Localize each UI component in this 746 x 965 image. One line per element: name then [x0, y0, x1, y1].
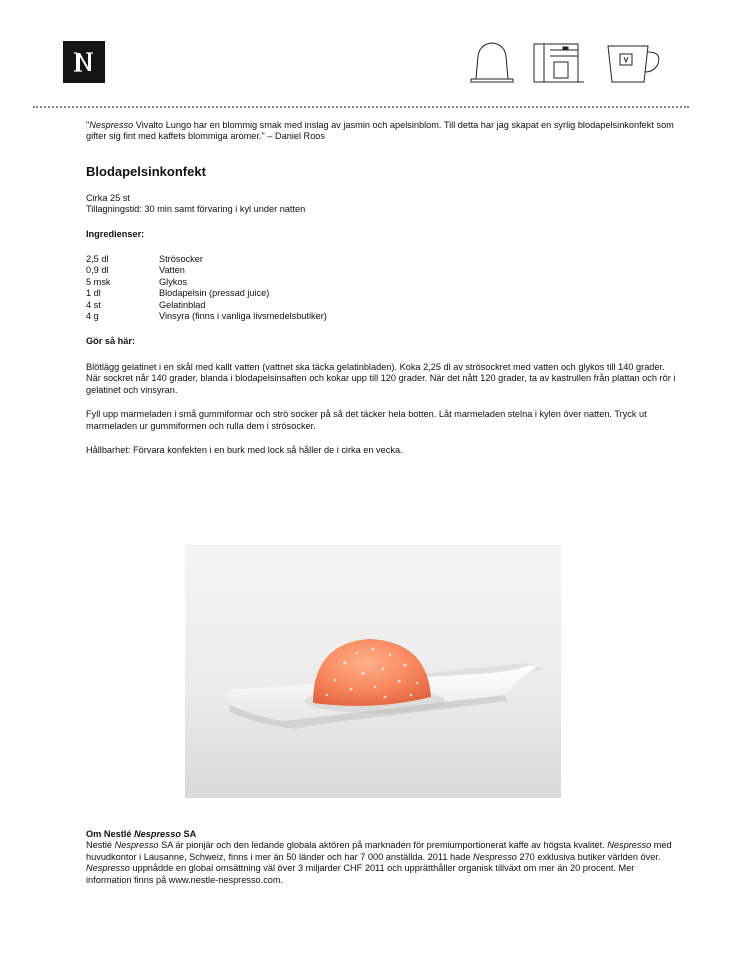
about-heading — [86, 829, 676, 840]
ingredient-row — [86, 277, 676, 288]
ingredient-qty: 4 g — [86, 311, 99, 322]
header-icons — [468, 38, 668, 88]
about-text-part: SA är pionjär och den ledande globala aktören på marknaden för premiumportionerat kaffe av högsta kvalitet. — [158, 840, 608, 851]
recipe-title: Blodapelsinkonfekt — [86, 163, 206, 179]
ingredient-qty: 2,5 dl — [86, 254, 109, 265]
dotted-divider — [33, 106, 689, 108]
ingredient-qty: 5 msk — [86, 276, 111, 287]
about-text-part: med huvudkontor i Lausanne, Schweiz, finns i mer än 50 länder och har 7 000 anställda. 2011 hade — [86, 840, 672, 862]
ingredient-item: Blodapelsin (pressad juice) — [159, 288, 270, 299]
about-text — [86, 840, 676, 886]
ingredient-item: Strösocker — [159, 254, 203, 265]
ingredient-row — [86, 265, 676, 276]
coffee-machine-icon — [534, 44, 584, 82]
recipe-time: Tillagningstid: 30 min samt förvaring i kyl under natten — [86, 204, 306, 215]
nespresso-n-logo-icon — [71, 49, 97, 75]
ingredient-qty: 1 dl — [86, 288, 101, 299]
ingredients-list — [86, 254, 676, 322]
intro-open-quote: " — [86, 120, 90, 130]
ingredient-item: Gelatinblad — [159, 299, 206, 310]
recipe-meta — [86, 193, 676, 216]
ingredient-row — [86, 311, 676, 322]
ingredient-row — [86, 288, 676, 299]
intro-text: Vivalto Lungo har en blommig smak med inslag av jasmin och apelsinblom. Till detta har jag skapat en syrlig blodapelsinkonfekt som gifter sig fint med kaffets blommiga aromer." – Daniel Roos — [86, 120, 674, 142]
method-step: Blötlägg gelatinet i en skål med kallt vatten (vattnet ska täcka gelatinbladen). Koka 2,25 dl av strösockret med vatten och glykos till 140 grader. När sockret når 140 grader, blanda i blodapelsinsaften och kokar upp till 120 grader. När det nått 120 grader, ta av kastrullen från plattan och rör i gelatinet och vinsyran. — [86, 361, 676, 395]
about-heading-suffix: SA — [180, 829, 197, 839]
article-body — [86, 120, 676, 456]
about-section — [86, 829, 676, 886]
about-text-part: 270 exklusiva butiker världen över. — [516, 851, 661, 862]
ingredient-row — [86, 254, 676, 265]
about-brand: Nespresso — [472, 851, 517, 862]
intro-quote — [86, 120, 676, 143]
about-brand: Nespresso — [607, 840, 652, 851]
ingredient-item: Vinsyra (finns i vanliga livsmedelsbutiker) — [159, 311, 327, 322]
method-heading: Gör så här: — [86, 336, 136, 347]
about-heading-text: Om Nestlé — [86, 829, 134, 839]
ingredient-item: Glykos — [159, 276, 188, 287]
ingredient-qty: 4 st — [86, 299, 101, 310]
ingredient-row — [86, 300, 676, 311]
ingredient-item: Vatten — [159, 265, 185, 276]
about-brand: Nespresso — [114, 840, 159, 851]
method-step: Fyll upp marmeladen i små gummiformar och strö socker på så det täcker hela botten. Låt marmeladen stelna i kylen över natten. Tryck ut marmeladen ur gummiformen och rulla dem i strösocker. — [86, 409, 647, 431]
nespresso-logo — [63, 41, 105, 83]
ingredients-heading: Ingredienser: — [86, 228, 145, 239]
capsule-icon — [471, 43, 513, 82]
coffee-cup-icon — [608, 46, 659, 82]
about-brand: Nespresso — [86, 863, 130, 874]
ingredient-qty: 0,9 dl — [86, 265, 109, 276]
storage-note: Hållbarhet: Förvara konfekten i en burk med lock så håller de i cirka en vecka. — [86, 444, 403, 455]
about-text-part: uppnådde en global omsättning väl över 3 miljarder CHF 2011 och upprätthåller organisk tillväxt om mer än 20 procent. Mer information finns på www.nestle-nespresso.com. — [86, 863, 635, 885]
candy-on-plate-image — [185, 545, 561, 798]
intro-brand: Nespresso — [89, 120, 134, 130]
about-text-part: Nestlé — [86, 840, 115, 851]
recipe-photo — [185, 545, 561, 798]
about-heading-brand: Nespresso — [134, 829, 181, 839]
recipe-yield: Cirka 25 st — [86, 192, 130, 203]
